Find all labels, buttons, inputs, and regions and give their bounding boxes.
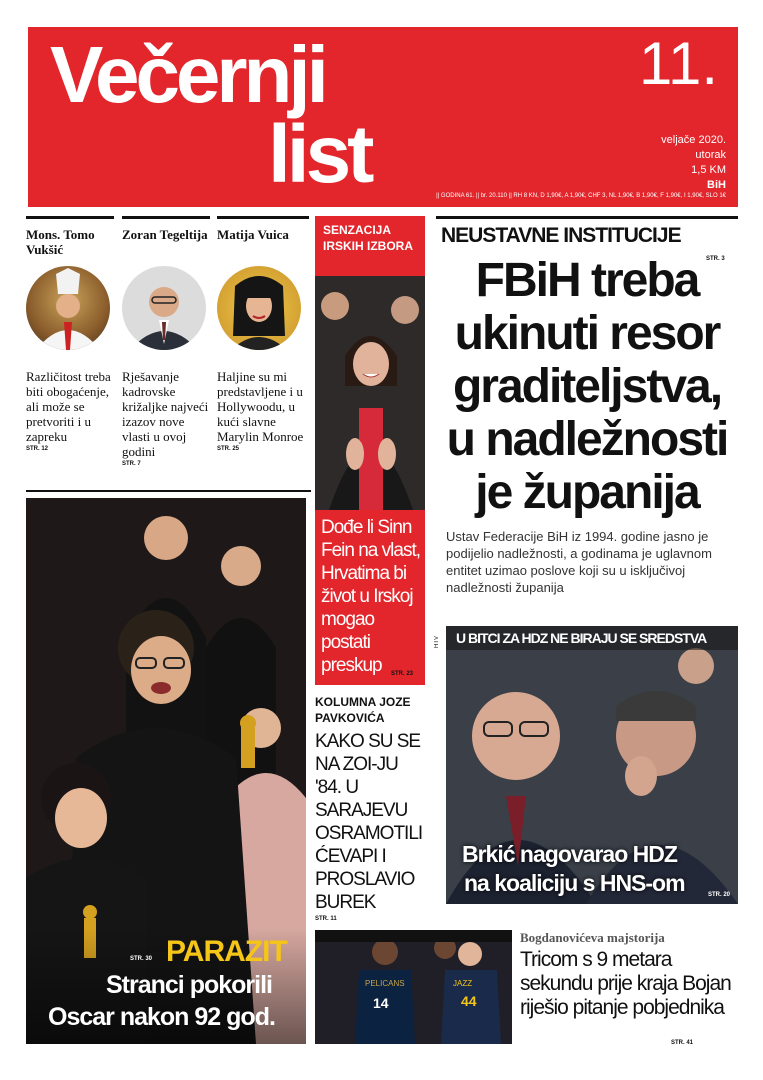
page-ref: STR. 3 <box>706 256 725 262</box>
page-ref: STR. 20 <box>707 892 730 898</box>
jersey-number: 44 <box>461 993 477 1009</box>
price: 1,5 KM <box>691 164 726 176</box>
weekday: utorak <box>695 149 726 161</box>
masthead <box>28 27 738 207</box>
column-kicker: KOLUMNA JOZE PAVKOVIĆA <box>315 695 411 725</box>
page-ref: STR. 11 <box>315 916 337 922</box>
divider <box>436 216 738 219</box>
page-ref: STR. 23 <box>390 671 413 677</box>
ireland-kicker: SENZACIJA IRSKIH IZBORA <box>323 223 413 253</box>
page-ref: STR. 7 <box>122 461 141 467</box>
portrait-photo <box>122 266 206 350</box>
ireland-headline: Dođe li Sinn Fein na vlast, Hrvatima bi život u Irskoj mogao postati preskup <box>321 517 420 676</box>
page-ref: STR. 25 <box>217 446 240 452</box>
person-tile-vuica[interactable] <box>217 216 309 452</box>
basket-photo[interactable] <box>315 930 512 1044</box>
divider <box>26 216 114 219</box>
hdz-headline-1: Brkić nagovarao HDZ <box>462 841 677 867</box>
person-name: Mons. Tomo Vukšić <box>26 227 95 257</box>
lead-headline-line: FBiH treba <box>475 254 699 307</box>
lead-headline-line: u nadležnosti <box>446 413 728 466</box>
basket-headline: Tricom s 9 metara sekundu prije kraja Bojan riješio pitanje pobjednika <box>520 948 731 1019</box>
divider <box>122 216 210 219</box>
lead-headline-line: ukinuti resor <box>454 307 720 360</box>
person-tile-vuksic[interactable] <box>26 216 114 452</box>
oscar-story[interactable] <box>26 498 306 1044</box>
column-headline: KAKO SU SE NA ZOI-JU '84. U SARAJEVU OSRAMOTILI ĆEVAPI I PROSLAVIO BUREK <box>315 731 423 913</box>
person-name: Matija Vuica <box>217 227 289 242</box>
jersey-team: JAZZ <box>453 979 473 988</box>
ireland-photo[interactable] <box>315 276 425 510</box>
person-quote: Različitost treba biti obogaćenje, ali može se pretvoriti i u zapreku <box>26 369 111 444</box>
ireland-text-box[interactable] <box>315 510 425 685</box>
person-name: Zoran Tegeltija <box>122 227 208 242</box>
portrait-photo <box>26 266 110 350</box>
price-line: || GODINA 61. || br. 20.110 || RH 8 KN, D 1,90€, A 1,90€, CHF 3, NL 1,90€, B 1,90€, F 1,90€, I 1,90€, SLO 1€ <box>436 193 726 199</box>
oscar-kicker: PARAZIT <box>166 935 287 968</box>
person-quote: Haljine su mi predstavljene i u Hollywoodu, u kući slavne Marylin Monroe <box>217 369 304 444</box>
person-tile-tegeltija[interactable] <box>122 216 210 467</box>
ireland-kicker-box <box>315 216 425 276</box>
photo-credit: HTV <box>434 636 440 648</box>
portrait-photo <box>217 266 301 350</box>
divider <box>217 216 309 219</box>
lead-headline[interactable] <box>432 254 742 519</box>
basket-story[interactable] <box>520 930 738 1020</box>
hdz-headline-2: na koaliciju s HNS-om <box>464 870 685 896</box>
hdz-story[interactable] <box>446 626 738 904</box>
issue-date <box>661 133 726 193</box>
divider <box>26 490 311 492</box>
oscar-headline-1: Stranci pokorili <box>106 971 272 999</box>
issue-day: 11. <box>639 30 718 97</box>
basket-kicker: Bogdanovićeva majstorija <box>520 930 665 945</box>
jersey-number: 14 <box>373 995 389 1011</box>
column-story[interactable] <box>315 694 425 922</box>
lead-headline-line: graditeljstva, <box>452 360 722 413</box>
hdz-kicker: U BITCI ZA HDZ NE BIRAJU SE SREDSTVA <box>456 630 707 646</box>
page-ref: STR. 30 <box>130 956 153 962</box>
logo-line-2: list <box>268 109 371 200</box>
jersey-team: PELICANS <box>365 979 405 988</box>
logo-line-1: Večernji <box>50 30 325 119</box>
lead-deck: Ustav Federacije BiH iz 1994. godine jasno je podijelio nadležnosti, a godinama je uglavnom entitet uzimao poslove koji su u isključivoj nadležnosti županija <box>446 529 712 595</box>
month-year: veljače 2020. <box>661 134 726 146</box>
region: BiH <box>707 179 726 191</box>
page-ref: STR. 12 <box>26 446 49 452</box>
person-quote: Rješavanje kadrovske križaljke najveći izazov nove vlasti u ovoj godini <box>122 369 209 459</box>
oscar-headline-2: Oscar nakon 92 god. <box>48 1003 275 1031</box>
page-ref: STR. 41 <box>671 1040 694 1046</box>
lead-headline-line: je županija <box>475 466 699 519</box>
lead-kicker: NEUSTAVNE INSTITUCIJE <box>441 224 681 247</box>
